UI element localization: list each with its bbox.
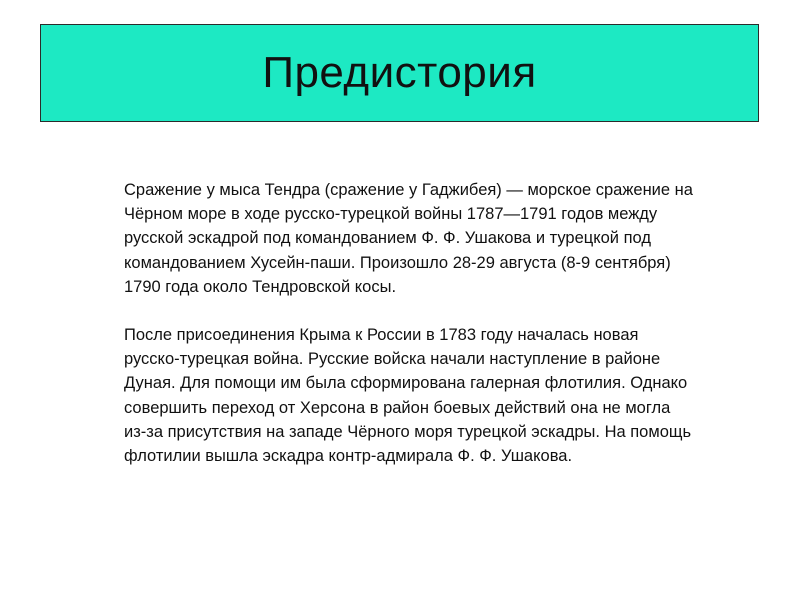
slide-body [124, 178, 694, 468]
slide-title: Предистория [262, 48, 537, 97]
paragraph-background: После присоединения Крыма к России в 1783 году началась новая русско-турецкая война. Русские войска начали наступление в районе Дуная. Для помощи им была сформирована галерная флотилия. Однако совершить переход от Херсона в район боевых действий она не могла из-за присутствия на западе Чёрного моря турецкой эскадры. На помощь флотилии вышла эскадра контр-адмирала Ф. Ф. Ушакова. [124, 326, 692, 466]
title-banner [40, 24, 759, 122]
paragraph-intro: Сражение у мыса Тендра (сражение у Гаджибея) — морское сражение на Чёрном море в ходе русско-турецкой войны 1787—1791 годов между русской эскадрой под командованием Ф. Ф. Ушакова и турецкой под командованием Хусейн-паши. Произошло 28-29 августа (8-9 сентября) 1790 года около Тендровской косы. [124, 181, 693, 296]
